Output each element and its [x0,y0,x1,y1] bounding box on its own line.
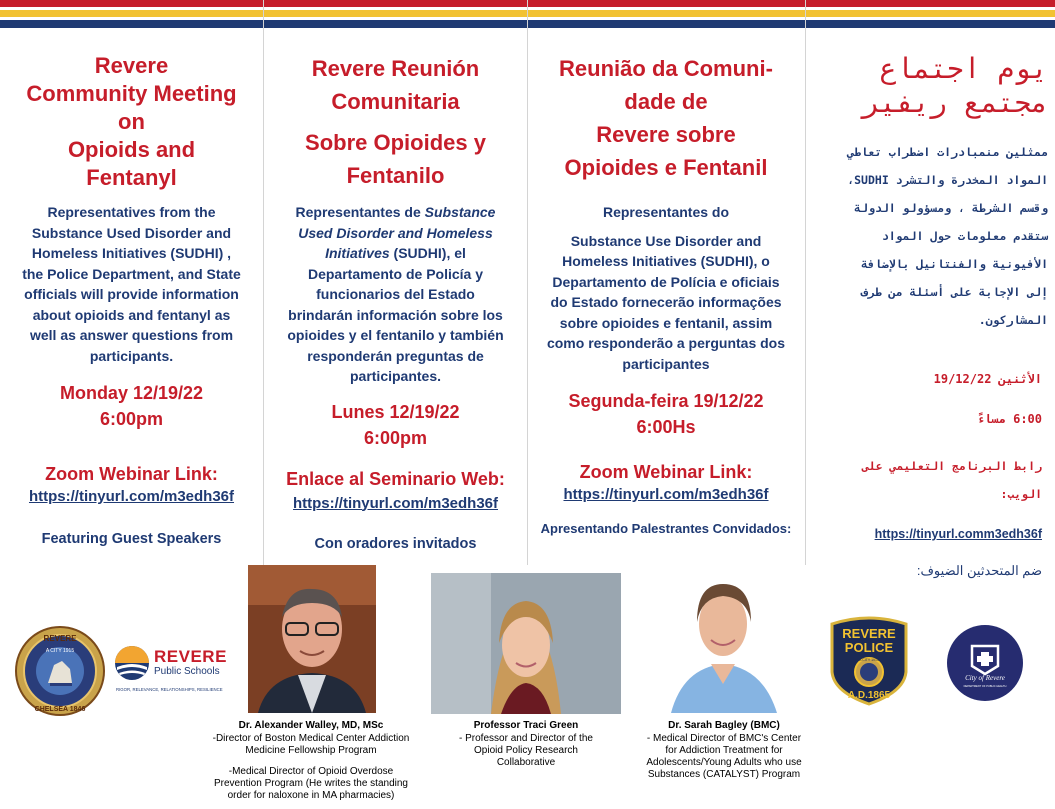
english-date: Monday 12/19/22 [59,383,204,403]
svg-text:A.D.1865: A.D.1865 [847,690,891,701]
spanish-title: Revere Reunión Comunitaria [311,56,480,114]
arabic-time: 6:00 مساءً [976,412,1042,426]
spanish-zoom-label: Enlace al Seminario Web: [286,468,505,489]
portuguese-webinar-link[interactable]: https://tinyurl.com/m3edh36f [563,486,769,503]
speaker-desc-bagley: - Medical Director of BMC's Center for Addiction Treatment for Adolescents/Young Adults who use Substances (CATALYST) Program [646,733,802,780]
svg-text:POLICE: POLICE [844,640,894,655]
spanish-webinar-link[interactable]: https://tinyurl.com/m3edh36f [292,494,499,512]
portuguese-description: Substance Use Disorder and Homeless Initiatives (SUDHI), o Departamento de Polícia e oficiais do Estado fornecerão informações sobre opioides e fentanil, assim como responderão a perguntas dos participantes [546,232,786,372]
svg-text:City of Revere: City of Revere [965,674,1005,682]
svg-text:CHELSEA 1846: CHELSEA 1846 [34,706,86,713]
spanish-time: 6:00pm [363,427,428,448]
arabic-title: يوم اجتماع مجتمع ريفير [862,52,1048,119]
green-portrait [431,573,621,714]
english-description: Representatives from the Substance Used Disorder and Homeless Initiatives (SUDHI) , the Police Department, and State officials will provide information about opioids and fentanyl as well as answer questions from participants. [22,204,241,364]
speaker-desc-green: - Professor and Director of the Opioid Policy Research Collaborative [459,733,593,768]
english-zoom-label: Zoom Webinar Link: [45,464,218,484]
bagley-portrait [663,564,784,713]
english-webinar-link[interactable]: https://tinyurl.com/m3edh36f [28,488,235,505]
speaker-photo-green [431,573,621,714]
english-featuring: Featuring Guest Speakers [41,531,222,547]
portuguese-title: Reunião da Comuni- dade de Revere sobre Opioides e Fentanil [559,56,773,180]
arabic-description: ممثلين منمبادرات اضطراب تعاطي المواد المخدرة والتشرد SUDHI، وقسم الشرطة ، ومسؤولو الدولة ستقدم معلومات حول المواد الأفيونية والفنتانيل بالإضافة إلى الإجابة على أسئلة من طرف المشاركون. [847,145,1048,327]
schools-sun-icon [112,643,152,683]
spanish-subtitle: Sobre Opioides y Fentanilo [305,130,486,188]
spanish-date: Lunes 12/19/22 [331,401,460,422]
speaker-desc2-walley: -Medical Director of Opioid Overdose Prevention Program (He writes the standing order for naloxone in MA pharmacies) [214,766,408,801]
walley-portrait [248,565,376,713]
column-divider [805,0,806,565]
arabic-featuring: ضم المتحدثين الضيوف: [916,563,1042,578]
speaker-desc-walley: -Director of Boston Medical Center Addiction Medicine Fellowship Program [212,733,410,756]
column-divider [527,0,528,565]
english-column [5,40,258,547]
revere-police-badge [826,616,912,706]
english-title: Revere Community Meeting on Opioids and Fentanyl [26,53,237,190]
portuguese-zoom-label: Zoom Webinar Link: [579,462,753,482]
portuguese-intro: Representantes do [602,204,730,220]
svg-text:DEPARTMENT OF PUBLIC HEALTH: DEPARTMENT OF PUBLIC HEALTH [963,685,1007,688]
svg-text:REVERE: REVERE [43,634,77,643]
portuguese-featuring: Apresentando Palestrantes Convidados: [540,521,792,536]
svg-text:A CITY 1915: A CITY 1915 [45,648,75,654]
spanish-featuring: Con oradores invitados [314,535,477,552]
speaker-photo-bagley [663,564,784,713]
column-divider [263,0,264,565]
arabic-zoom-label: رابط البرنامج التعليمي على الويب: [861,459,1042,501]
portuguese-date: Segunda-feira 19/12/22 [568,391,764,411]
portuguese-time: 6:00Hs [636,417,696,437]
svg-text:A CITY 1915: A CITY 1915 [859,658,879,662]
speaker-photo-walley [248,565,376,713]
speaker-name-green: Professor Traci Green [473,720,579,731]
city-of-revere-health-logo [946,624,1024,702]
portuguese-column [532,40,800,536]
city-of-revere-seal [14,625,106,717]
svg-text:REVERE: REVERE [842,626,896,641]
english-time: 6:00pm [99,409,164,429]
speaker-name-bagley: Dr. Sarah Bagley (BMC) [668,720,780,731]
spanish-description: Representantes de Substance Used Disorder and Homeless Initiatives (SUDHI), el Departamento de Policía y funcionarios del Estado brindarán información sobre los opioides y el fentanilo y también responderán preguntas de participantes. [287,204,504,384]
arabic-date: الأثنين 19/12/22 [933,372,1042,386]
spanish-column [268,40,523,552]
speaker-name-walley: Dr. Alexander Walley, MD, MSc [238,720,384,731]
arabic-webinar-link[interactable]: https://tinyurl.comm3edh36f [874,527,1042,541]
